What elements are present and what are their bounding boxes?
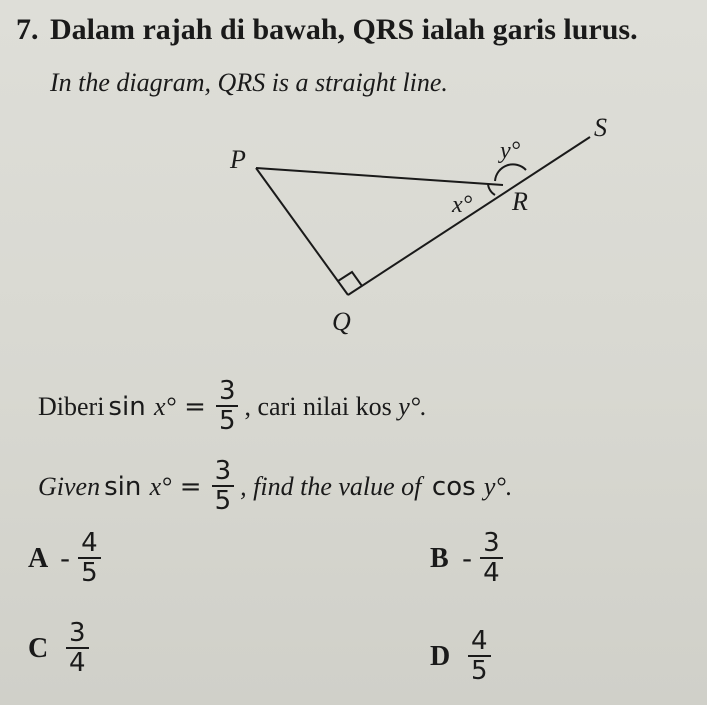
given-prefix-en: Given	[38, 471, 101, 501]
option-d[interactable]	[430, 628, 497, 686]
option-b-fraction: $\frac{3}{4}$	[480, 530, 503, 588]
sin-expr-en: sin x° =	[104, 471, 202, 502]
question-text-english: In the diagram, QRS is a straight line.	[50, 68, 448, 97]
question-number: 7.	[16, 13, 39, 46]
cos-expr-en: cos y°.	[431, 471, 513, 502]
option-a-sign: -	[60, 542, 71, 576]
option-b[interactable]	[430, 530, 509, 588]
given-suffix-en: , find the value of	[240, 471, 422, 501]
label-q: Q	[332, 307, 351, 336]
option-d-fraction: $\frac{4}{5}$	[468, 628, 491, 686]
option-c-fraction: $\frac{3}{4}$	[66, 620, 89, 678]
option-d-letter: D	[430, 640, 451, 672]
target-ms: y°.	[398, 391, 427, 421]
triangle-diagram	[220, 112, 640, 342]
given-suffix-ms: , cari nilai kos	[244, 391, 392, 421]
right-angle-marker	[338, 272, 362, 286]
fraction-en: $\frac{3}{5}$	[212, 458, 235, 516]
option-a-letter: A	[28, 542, 49, 574]
given-prefix-ms: Diberi	[38, 391, 105, 421]
option-b-sign: -	[462, 542, 473, 576]
option-a[interactable]	[28, 530, 107, 588]
label-x: x°	[452, 192, 473, 218]
sin-expr-ms: sin x° =	[108, 391, 206, 422]
question-text-malay: Dalam rajah di bawah, QRS ialah garis lurus.	[50, 13, 638, 46]
fraction-ms: $\frac{3}{5}$	[216, 378, 239, 436]
label-y: y°	[500, 138, 521, 164]
option-b-letter: B	[430, 542, 449, 574]
line-pr	[256, 168, 503, 185]
label-p: P	[230, 145, 246, 174]
given-statement-malay	[38, 378, 427, 436]
angle-y-arc	[495, 164, 526, 181]
option-a-fraction: $\frac{4}{5}$	[78, 530, 101, 588]
option-c-letter: C	[28, 632, 49, 664]
label-s: S	[594, 113, 607, 142]
label-r: R	[512, 187, 528, 216]
option-c[interactable]	[28, 620, 95, 678]
given-statement-english	[38, 458, 516, 516]
line-pq	[256, 168, 348, 295]
